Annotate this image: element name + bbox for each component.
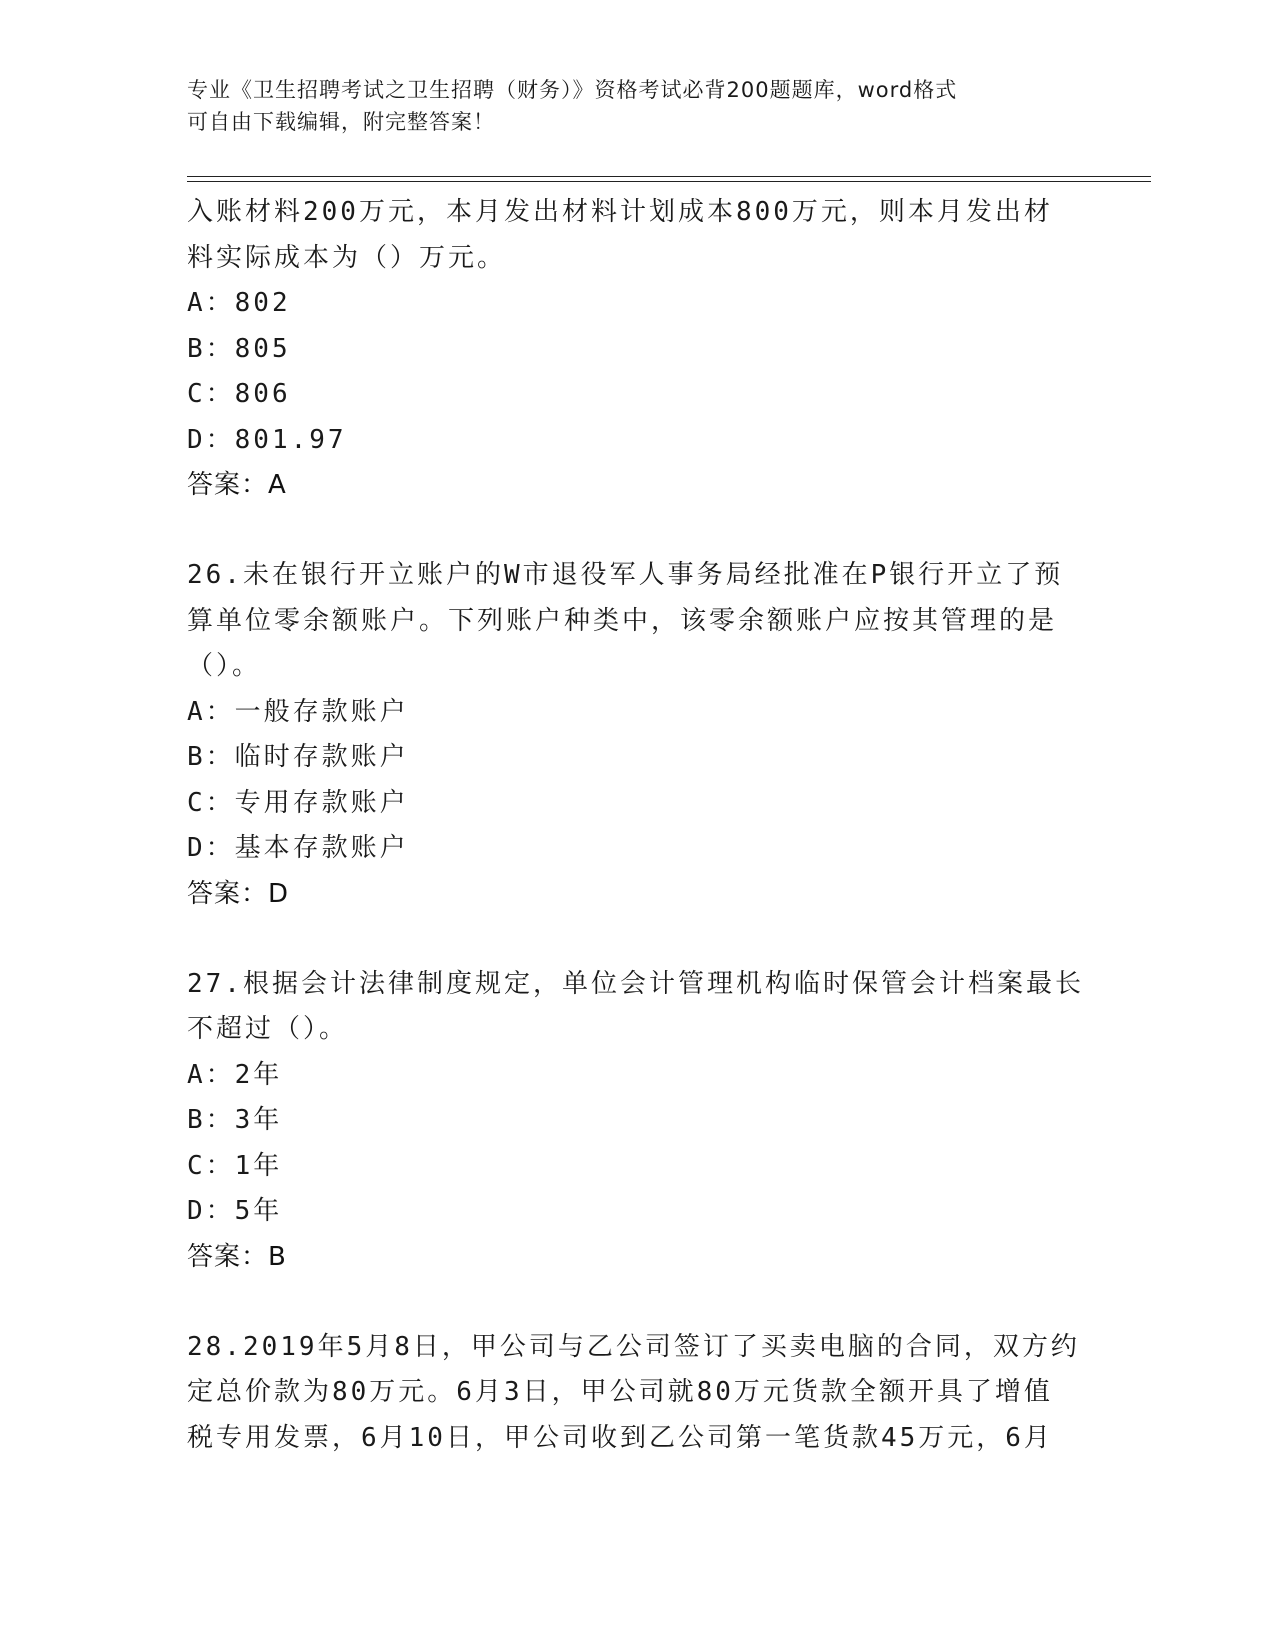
question-stem-line: 26.未在银行开立账户的W市退役军人事务局经批准在P银行开立了预 — [187, 560, 1064, 590]
question-25-continued — [187, 190, 1087, 508]
option-b: B：临时存款账户 — [187, 742, 409, 772]
option-c: C：806 — [187, 379, 291, 409]
question-stem-line: （）。 — [187, 651, 262, 681]
header-title-line-1: 专业《卫生招聘考试之卫生招聘（财务）》资格考试必背200题题库，word格式 — [187, 78, 958, 102]
answer-line: 答案：A — [187, 470, 287, 500]
option-b: B：805 — [187, 333, 291, 364]
page-header — [187, 74, 1067, 138]
question-list — [187, 190, 1087, 1461]
header-title-line-2: 可自由下载编辑，附完整答案！ — [187, 110, 495, 134]
option-d: D：801.97 — [187, 424, 347, 455]
option-d: D：基本存款账户 — [187, 833, 409, 863]
question-stem-line: 算单位零余额账户。下列账户种类中，该零余额账户应按其管理的是 — [187, 605, 1058, 636]
header-divider-top — [187, 176, 1151, 177]
question-stem-line: 料实际成本为（）万元。 — [187, 242, 507, 273]
question-stem-line: 入账材料200万元，本月发出材料计划成本800万元，则本月发出材 — [187, 197, 1053, 227]
option-b: B：3年 — [187, 1105, 283, 1135]
option-a: A：2年 — [187, 1059, 283, 1090]
question-stem-line: 税专用发票，6月10日，甲公司收到乙公司第一笔货款45万元，6月 — [187, 1422, 1053, 1453]
option-d: D：5年 — [187, 1196, 283, 1226]
question-28 — [187, 1325, 1087, 1462]
question-26 — [187, 553, 1087, 917]
option-c: C：专用存款账户 — [187, 787, 409, 818]
question-stem-line: 不超过（）。 — [187, 1014, 349, 1044]
answer-line: 答案：D — [187, 878, 290, 909]
option-a: A：一般存款账户 — [187, 696, 409, 727]
header-divider-bottom — [187, 181, 1151, 182]
option-c: C：1年 — [187, 1150, 283, 1181]
question-27 — [187, 962, 1087, 1280]
option-a: A：802 — [187, 288, 291, 318]
question-stem-line: 28.2019年5月8日，甲公司与乙公司签订了买卖电脑的合同，双方约 — [187, 1331, 1080, 1362]
question-stem-line: 定总价款为80万元。6月3日，甲公司就80万元货款全额开具了增值 — [187, 1377, 1053, 1407]
answer-line: 答案：B — [187, 1241, 287, 1272]
question-stem-line: 27.根据会计法律制度规定，单位会计管理机构临时保管会计档案最长 — [187, 968, 1084, 999]
